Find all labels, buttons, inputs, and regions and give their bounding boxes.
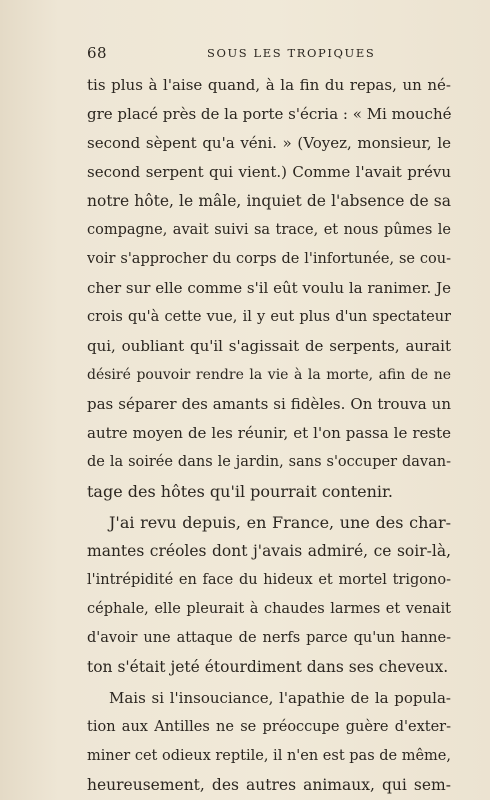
- text-line: désiré pouvoir rendre la vie à la morte, afin de ne: [87, 367, 451, 383]
- text-line: notre hôte, le mâle, inquiet de l'absence de sa: [87, 192, 451, 210]
- text-line: de la soirée dans le jardin, sans s'occuper davan-: [87, 454, 451, 470]
- text-line: mantes créoles dont j'avais admiré, ce soir-là,: [87, 542, 451, 560]
- text-line: autre moyen de les réunir, et l'on passa le reste: [87, 424, 451, 442]
- text-line: Mais si l'insouciance, l'apathie de la popula-: [109, 689, 451, 707]
- text-line: gre placé près de la porte s'écria : « Mi mouché: [87, 105, 451, 123]
- text-line: pas séparer des amants si fidèles. On trouva un: [87, 395, 451, 413]
- text-line: second sèpent qu'a véni. » (Voyez, monsieur, le: [87, 134, 451, 152]
- page-header: [87, 44, 451, 64]
- running-title: SOUS LES TROPIQUES: [207, 46, 376, 60]
- text-line: compagne, avait suivi sa trace, et nous pûmes le: [87, 222, 451, 238]
- text-line: tion aux Antilles ne se préoccupe guère d'exter-: [87, 719, 451, 735]
- text-line: l'intrépidité en face du hideux et mortel trigono-: [87, 572, 451, 588]
- text-line: cher sur elle comme s'il eût voulu la ranimer. Je: [87, 279, 451, 297]
- text-line: second serpent qui vient.) Comme l'avait prévu: [87, 163, 451, 181]
- text-line: crois qu'à cette vue, il y eut plus d'un spectateur: [87, 309, 451, 325]
- text-line: voir s'approcher du corps de l'infortunée, se cou-: [87, 251, 451, 267]
- text-line: céphale, elle pleurait à chaudes larmes et venait: [87, 601, 451, 617]
- text-line: heureusement, des autres animaux, qui sem-: [87, 776, 451, 794]
- body-text: [87, 71, 451, 800]
- text-line: J'ai revu depuis, en France, une des char-: [109, 513, 451, 532]
- text-line: d'avoir une attaque de nerfs parce qu'un hanne-: [87, 630, 451, 646]
- page-number: 68: [87, 44, 108, 62]
- text-line: tage des hôtes qu'il pourrait contenir.: [87, 482, 394, 501]
- text-line: ton s'était jeté étourdiment dans ses cheveux.: [87, 658, 449, 676]
- text-line: qui, oubliant qu'il s'agissait de serpents, aurait: [87, 337, 451, 355]
- text-line: miner cet odieux reptile, il n'en est pas de même,: [87, 748, 451, 764]
- text-line: tis plus à l'aise quand, à la fin du repas, un né-: [87, 76, 451, 94]
